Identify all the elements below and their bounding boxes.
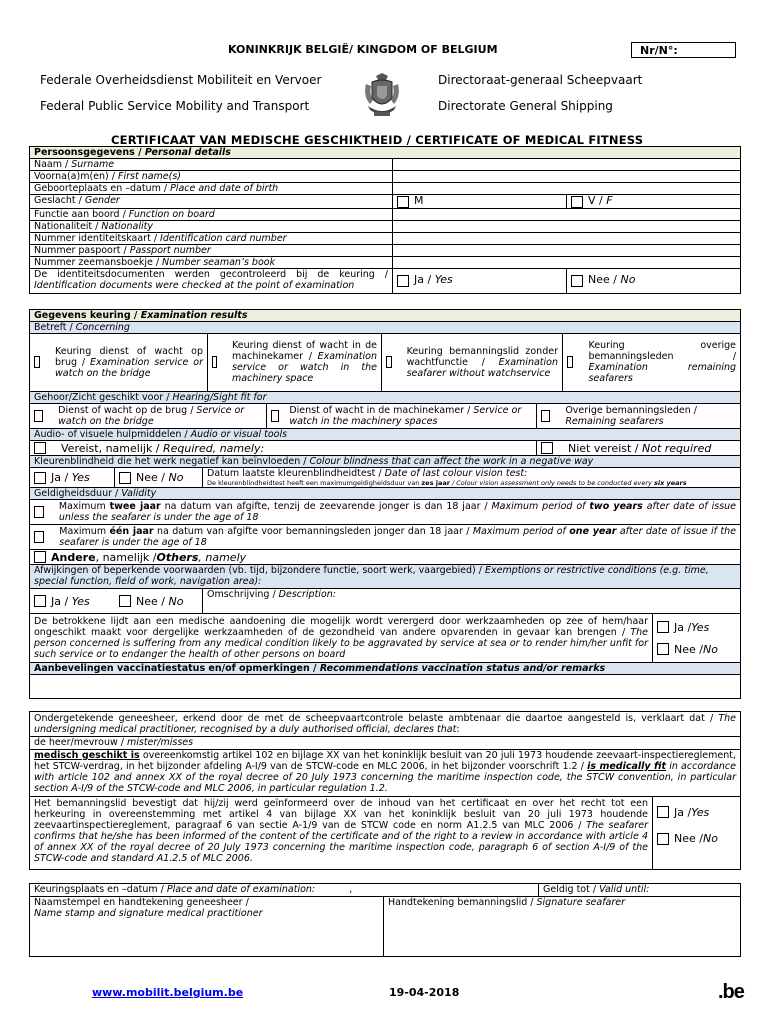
hearing-engine-checkbox[interactable] <box>271 410 279 422</box>
hearing-bridge-checkbox[interactable] <box>34 410 43 422</box>
validity-other-option[interactable]: Andere , namelijk / Others , namely <box>30 550 741 565</box>
aggravate-yes-checkbox[interactable] <box>657 621 669 633</box>
document-date: 19-04-2018 <box>389 986 460 999</box>
function-label: Functie aan boord / Function on board <box>30 208 393 220</box>
nationality-field[interactable] <box>393 220 741 232</box>
colour-options-row <box>30 468 741 488</box>
informed-yes-checkbox[interactable] <box>657 806 669 818</box>
id-check-no-option[interactable]: Nee / No <box>567 268 741 293</box>
gender-m-option[interactable]: M <box>393 195 567 209</box>
concerning-engine-option[interactable]: Keuring dienst of wacht in de machinekamer / Examination service or watch in the machinery space <box>208 334 382 392</box>
personal-details-heading: Persoonsgegevens / Personal details <box>30 147 741 159</box>
concerning-nowatch-option[interactable]: Keuring bemanningslid zonder wachtfunctie / Examination seafarer without watchservice <box>382 334 563 392</box>
hearing-options-row <box>30 404 741 429</box>
concerning-bridge-option[interactable]: Keuring dienst of wacht op brug / Examination service or watch on the bridge <box>30 334 208 392</box>
validity-two-years-checkbox[interactable] <box>34 506 44 518</box>
seaman-book-label: Nummer zeemansboekje / Number seaman’s book <box>30 256 393 268</box>
aggravate-row <box>30 614 741 663</box>
informed-row <box>30 797 741 870</box>
informed-statement: Het bemanningslid bevestigt dat hij/zij werd geïnformeerd over de inhoud van het certificaat en over het recht tot een herkeuring in overeenstemming met artikel 4 van bijlage XX van het koninklijk besluit van 20 juli 1973 houdende zeevaartinspectiereglement, paragraaf 6 van sectie A-1/9 van de STCW code en norm A1.2.5 van MLC 2006 / The seafarer confirms that he/she has been informed of the content of the certificate and of the right to a review in accordance with article 4 of annex XX of the royal decree of 20 July 1973 concerning the maritime inspection code, paragraph 6 of section A-I/9 of the STCW-code and standard A1.2.5 of MLC 2006. <box>30 797 653 869</box>
restrictions-row <box>30 589 741 614</box>
passport-label: Nummer paspoort / Passport number <box>30 244 393 256</box>
id-check-yes-option[interactable]: Ja / Yes <box>393 268 567 293</box>
colour-yes-checkbox[interactable] <box>34 472 46 484</box>
certificate-title: CERTIFICAAT VAN MEDISCHE GESCHIKTHEID / CERTIFICATE OF MEDICAL FITNESS <box>111 133 644 147</box>
place-date-field[interactable]: Keuringsplaats en –datum / Place and date of examination: , <box>30 884 539 897</box>
hearing-bridge-option[interactable]: Dienst of wacht op de brug / Service or watch on the bridge <box>30 404 267 428</box>
colour-test-date[interactable]: Datum laatste kleurenblindheidtest / Date of last colour vision test: De kleurenblindheidtest heeft een maximumgeldigheidsduur van zes jaar / Colour vision assessment only needs to be conducted every six years <box>207 468 687 487</box>
passport-field[interactable] <box>393 244 741 256</box>
birth-label: Geboorteplaats en –datum / Place and date of birth <box>30 183 393 195</box>
restrictions-no-option[interactable]: Nee / No <box>115 589 203 613</box>
mister-misses-field[interactable]: de heer/mevrouw / mister/misses <box>30 737 741 750</box>
aggravate-no-option[interactable]: Nee / No <box>657 638 736 660</box>
aids-heading: Audio- of visuele hulpmiddelen / Audio or visual tools <box>30 429 741 441</box>
restrictions-yes-checkbox[interactable] <box>34 595 46 607</box>
seafarer-signature-field[interactable]: Handtekening bemanningslid / Signature seafarer <box>384 897 741 957</box>
restrictions-heading: Afwijkingen of beperkende voorwaarden (vb. tijd, bijzondere functie, soort werk, vaargebied) / Exemptions or restrictive conditions (e.g. time, special function, field of work, navigation area): <box>30 565 741 589</box>
informed-no-option[interactable]: Nee / No <box>657 825 736 859</box>
validity-heading: Geldigheidsduur / Validity <box>30 488 741 500</box>
hearing-remaining-option[interactable]: Overige bemanningsleden / Remaining seafarers <box>537 404 740 428</box>
gender-f-option[interactable]: V / F <box>567 195 741 209</box>
concerning-remaining-option[interactable]: Keuring overige bemanningsleden / Examination remaining seafarers <box>563 334 741 392</box>
be-logo: .be <box>718 981 744 1003</box>
concerning-nowatch-checkbox[interactable] <box>386 356 392 368</box>
id-check-label: De identiteitsdocumenten werden gecontroleerd bij de keuring / Identification documents were checked at the point of examination <box>30 268 393 293</box>
gender-m-checkbox[interactable] <box>397 196 409 208</box>
signature-table <box>29 883 741 957</box>
concerning-engine-checkbox[interactable] <box>212 356 217 368</box>
validity-one-year-option[interactable]: Maximum één jaar na datum van afgifte voor bemanningsleden jonger dan 18 jaar / Maximum period of one year after date of issue if the seafarer is under the age of 18 <box>30 525 741 550</box>
aids-options-row <box>30 441 741 456</box>
first-name-field[interactable] <box>393 171 741 183</box>
vaccination-heading: Aanbevelingen vaccinatiestatus en/of opmerkingen / Recommendations vaccination status and/or remarks <box>30 663 741 675</box>
id-card-field[interactable] <box>393 232 741 244</box>
id-check-yes-checkbox[interactable] <box>397 275 409 287</box>
surname-field[interactable] <box>393 159 741 171</box>
examination-table <box>29 309 741 699</box>
restrictions-no-checkbox[interactable] <box>119 595 131 607</box>
declaration-table <box>29 711 741 870</box>
colour-blindness-heading: Kleurenblindheid die het werk negatief kan beïnvloeden / Colour blindness that can affect the work in a negative way <box>30 456 741 468</box>
id-check-no-checkbox[interactable] <box>571 275 583 287</box>
hearing-engine-option[interactable]: Dienst of wacht in de machinekamer / Service or watch in the machinery spaces <box>267 404 537 428</box>
aids-not-required-checkbox[interactable] <box>541 442 553 454</box>
hearing-remaining-checkbox[interactable] <box>541 410 550 422</box>
informed-yes-option[interactable]: Ja / Yes <box>657 799 736 825</box>
colour-no-checkbox[interactable] <box>119 472 131 484</box>
medically-fit-statement: medisch geschikt is overeenkomstig artikel 102 en bijlage XX van het koninklijk besluit van 20 juli 1973 houdende zeevaart-inspectiereglement, het STCW-verdrag, in het bijzonder afdeling A-I/9 van de STCW-code en MLC 2006, in het bijzonder voorschrift 1.2 / is medically fit in accordance with article 102 and annex XX of the royal decree of 20 July 1973 concerning the maritime inspection code, the STCW convention, in particular section A-I/9 of the STCW-code and MLC 2006, in particular regulation 1.2. <box>30 750 741 797</box>
aggravate-text: De betrokkene lijdt aan een medische aandoening die mogelijk wordt verergerd door werkzaamheden op zee of hem/haar ongeschikt maakt voor dergelijke werkzaamheden of de gezondheid van andere opvarenden in gevaar kan brengen / The person concerned is suffering from any medical condition likely to be aggravated by service at sea or to render him/her unfit for such service or to endanger the health of other persons on board <box>30 614 653 662</box>
aids-not-required-option[interactable]: Niet vereist / Not required <box>537 441 740 455</box>
dg-name-en: Directorate General Shipping <box>438 99 613 113</box>
validity-two-years-option[interactable]: Maximum twee jaar na datum van afgifte, tenzij de zeevarende jonger is dan 18 jaar / Maximum period of two years after date of issue unless the seafarer is under the age of 18 <box>30 500 741 525</box>
gender-f-checkbox[interactable] <box>571 196 583 208</box>
dept-name-nl: Federale Overheidsdienst Mobiliteit en Vervoer <box>40 73 322 87</box>
gender-label: Geslacht / Gender <box>30 195 393 209</box>
aggravate-yes-option[interactable]: Ja / Yes <box>657 616 736 638</box>
concerning-remaining-checkbox[interactable] <box>567 356 573 368</box>
surname-label: Naam / Surname <box>30 159 393 171</box>
hearing-heading: Gehoor/Zicht geschikt voor / Hearing/Sight fit for <box>30 392 741 404</box>
concerning-bridge-checkbox[interactable] <box>34 356 40 368</box>
practitioner-signature-field[interactable]: Naamstempel en handtekening geneesheer / Name stamp and signature medical practitioner <box>30 897 384 957</box>
vaccination-remarks-field[interactable] <box>30 675 741 699</box>
belgian-coat-of-arms-icon <box>362 72 402 120</box>
valid-until-field[interactable]: Geldig tot / Valid until: <box>539 884 741 897</box>
informed-no-checkbox[interactable] <box>657 833 669 845</box>
function-field[interactable] <box>393 208 741 220</box>
mobilit-website-link[interactable]: www.mobilit.belgium.be <box>92 986 244 999</box>
birth-field[interactable] <box>393 183 741 195</box>
kingdom-title: KONINKRIJK BELGIË/ KINGDOM OF BELGIUM <box>228 43 498 56</box>
validity-other-checkbox[interactable] <box>34 551 46 563</box>
colour-yes-option[interactable]: Ja / Yes <box>30 468 115 487</box>
number-field[interactable]: Nr/N°: <box>631 42 736 58</box>
dept-name-en: Federal Public Service Mobility and Transport <box>40 99 310 113</box>
declaration-intro: Ondergetekende geneesheer, erkend door de met de scheepvaartcontrole belaste ambtenaar die daartoe aangesteld is, verklaart dat / The undersigning medical practitioner, recognised by a duly authorised official, declares that: <box>30 712 741 737</box>
restrictions-yes-option[interactable]: Ja / Yes <box>30 589 115 613</box>
aids-required-option[interactable]: Vereist, namelijk / Required, namely: <box>30 441 537 455</box>
restrictions-description-field[interactable]: Omschrijving / Description: <box>207 589 336 600</box>
id-card-label: Nummer identiteitskaart / Identification card number <box>30 232 393 244</box>
dg-name-nl: Directoraat-generaal Scheepvaart <box>438 73 643 87</box>
concerning-heading: Betreft / Concerning <box>30 322 741 334</box>
aggravate-no-checkbox[interactable] <box>657 643 669 655</box>
validity-one-year-checkbox[interactable] <box>34 531 44 543</box>
nationality-label: Nationaliteit / Nationality <box>30 220 393 232</box>
examination-heading: Gegevens keuring / Examination results <box>30 310 741 322</box>
aids-required-checkbox[interactable] <box>34 442 46 454</box>
personal-details-table <box>29 146 741 294</box>
first-name-label: Voorna(a)m(en) / First name(s) <box>30 171 393 183</box>
colour-no-option[interactable]: Nee / No <box>115 468 203 487</box>
seaman-book-field[interactable] <box>393 256 741 268</box>
